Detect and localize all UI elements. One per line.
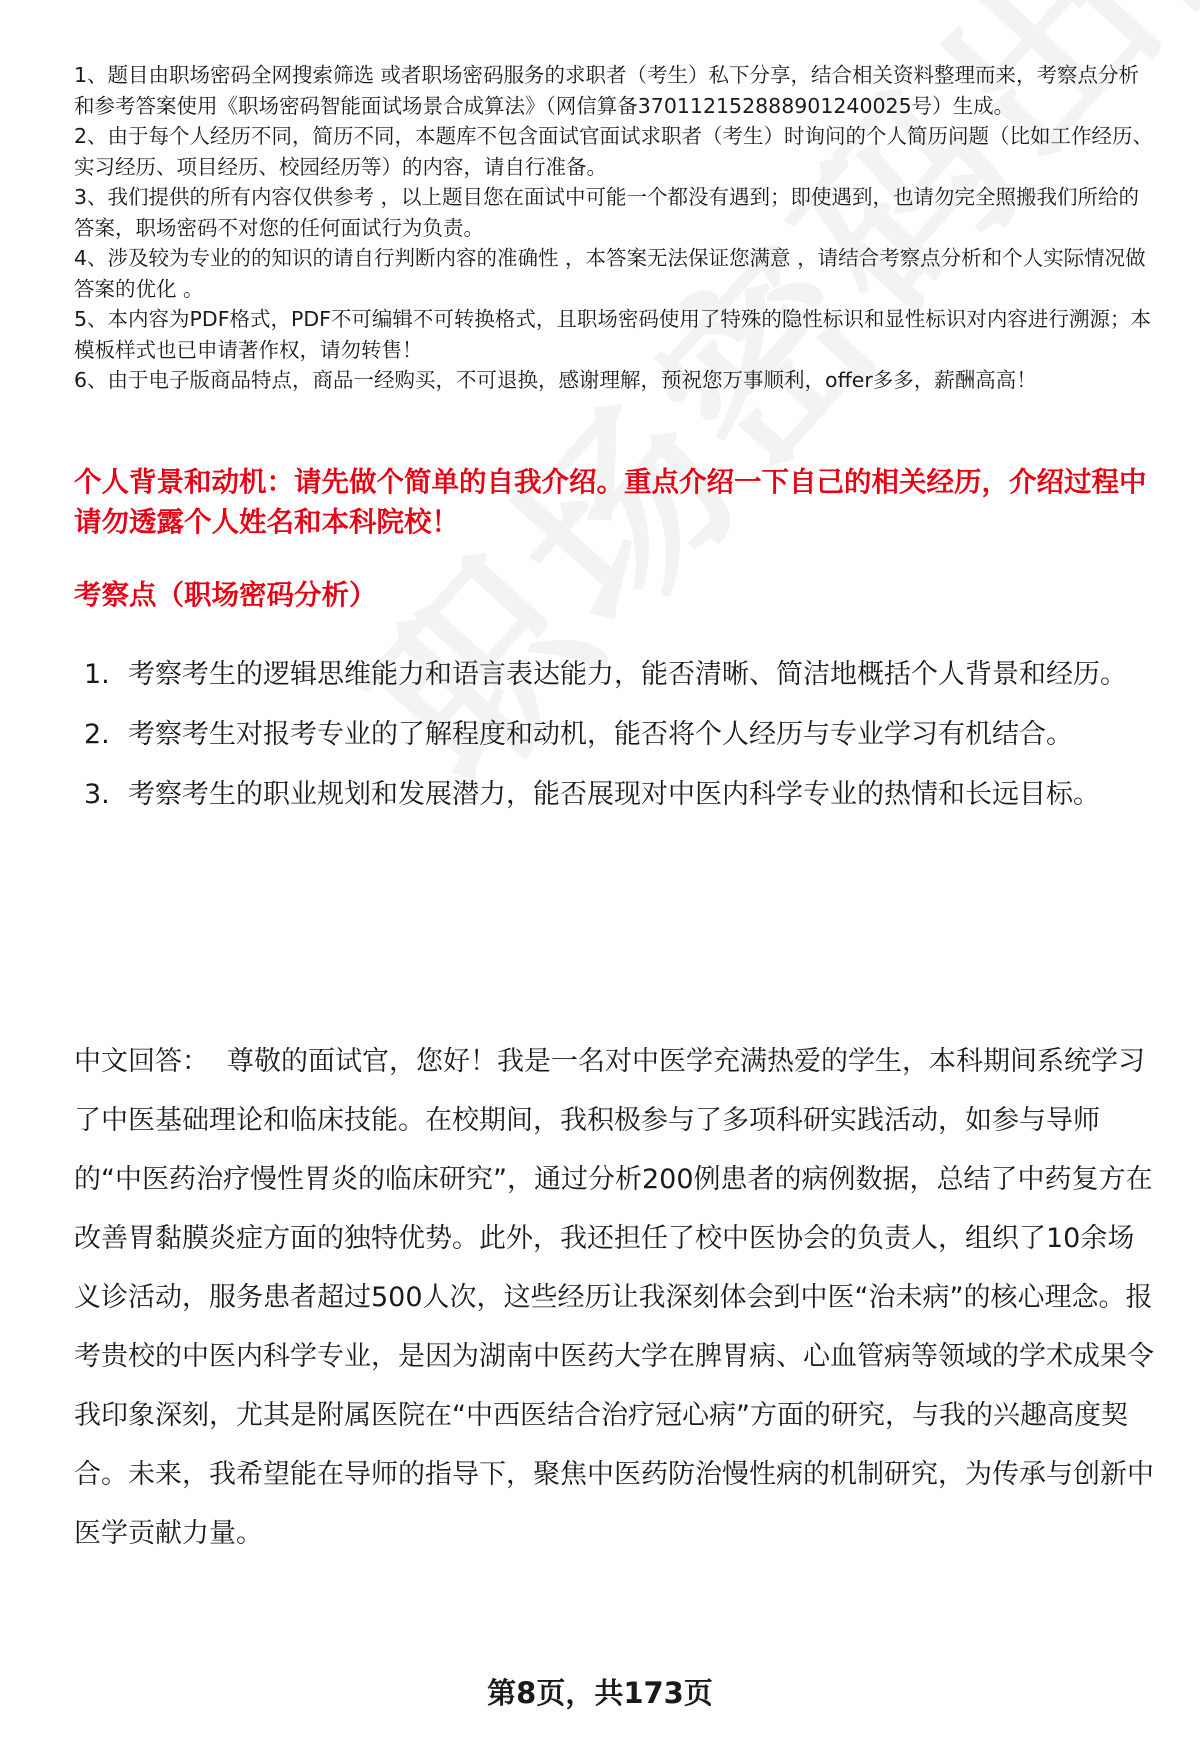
note-item: 1、题目由职场密码全网搜索筛选 或者职场密码服务的求职者（考生）私下分享，结合相关资料整理而来，考察点分析和参考答案使用《职场密码智能面试场景合成算法》（网信算备370112152888901240025号）生成。 — [74, 63, 1140, 118]
list-item-number: 3. — [84, 779, 110, 810]
list-item-number: 2. — [84, 719, 110, 750]
disclaimer-notes — [74, 60, 1154, 396]
note-item: 6、由于电子版商品特点，商品一经购买，不可退换，感谢理解，预祝您万事顺利，offer多多，薪酬高高！ — [74, 368, 1037, 392]
note-item: 2、由于每个人经历不同，简历不同，本题库不包含面试官面试求职者（考生）时询问的个人简历问题（比如工作经历、实习经历、项目经历、校园经历等）的内容，请自行准备。 — [74, 124, 1154, 179]
list-item — [84, 645, 1154, 705]
list-item — [84, 705, 1154, 765]
list-item-text: 考察考生的职业规划和发展潜力，能否展现对中医内科学专业的热情和长远目标。 — [128, 779, 1100, 810]
analysis-points-list — [84, 645, 1154, 825]
note-item: 5、本内容为PDF格式，PDF不可编辑不可转换格式，且职场密码使用了特殊的隐性标识和显性标识对内容进行溯源；本模板样式也已申请著作权，请勿转售！ — [74, 307, 1151, 362]
list-item-text: 考察考生的逻辑思维能力和语言表达能力，能否清晰、简洁地概括个人背景和经历。 — [128, 659, 1127, 690]
list-item-text: 考察考生对报考专业的了解程度和动机，能否将个人经历与专业学习有机结合。 — [128, 719, 1073, 750]
answer-label: 中文回答： — [74, 1046, 209, 1077]
page-number: 第8页，共173页 — [487, 1676, 713, 1710]
analysis-heading: 考察点（职场密码分析） — [74, 579, 377, 611]
answer-text: 尊敬的面试官，您好！我是一名对中医学充满热爱的学生，本科期间系统学习了中医基础理论和临床技能。在校期间，我积极参与了多项科研实践活动，如参与导师的“中医药治疗慢性胃炎的临床研究”，通过分析200例患者的病例数据，总结了中药复方在改善胃黏膜炎症方面的独特优势。此外，我还担任了校中医协会的负责人，组织了10余场义诊活动，服务患者超过500人次，这些经历让我深刻体会到中医“治未病”的核心理念。报考贵校的中医内科学专业，是因为湖南中医药大学在脾胃病、心血管病等领域的学术成果令我印象深刻，尤其是附属医院在“中西医结合治疗冠心病”方面的研究，与我的兴趣高度契合。未来，我希望能在导师的指导下，聚焦中医药防治慢性病的机制研究，为传承与创新中医学贡献力量。 — [74, 1046, 1154, 1549]
note-item: 3、我们提供的所有内容仅供参考 ，以上题目您在面试中可能一个都没有遇到；即使遇到，也请勿完全照搬我们所给的答案，职场密码不对您的任何面试行为负责。 — [74, 185, 1140, 240]
question-heading: 个人背景和动机：请先做个简单的自我介绍。重点介绍一下自己的相关经历，介绍过程中请勿透露个人姓名和本科院校！ — [74, 466, 1147, 538]
list-item — [84, 765, 1154, 825]
answer-paragraph — [74, 1032, 1160, 1563]
list-item-number: 1. — [84, 659, 110, 690]
note-item: 4、涉及较为专业的的知识的请自行判断内容的准确性 ，本答案无法保证您满意 ，请结合考察点分析和个人实际情况做答案的优化 。 — [74, 246, 1146, 301]
